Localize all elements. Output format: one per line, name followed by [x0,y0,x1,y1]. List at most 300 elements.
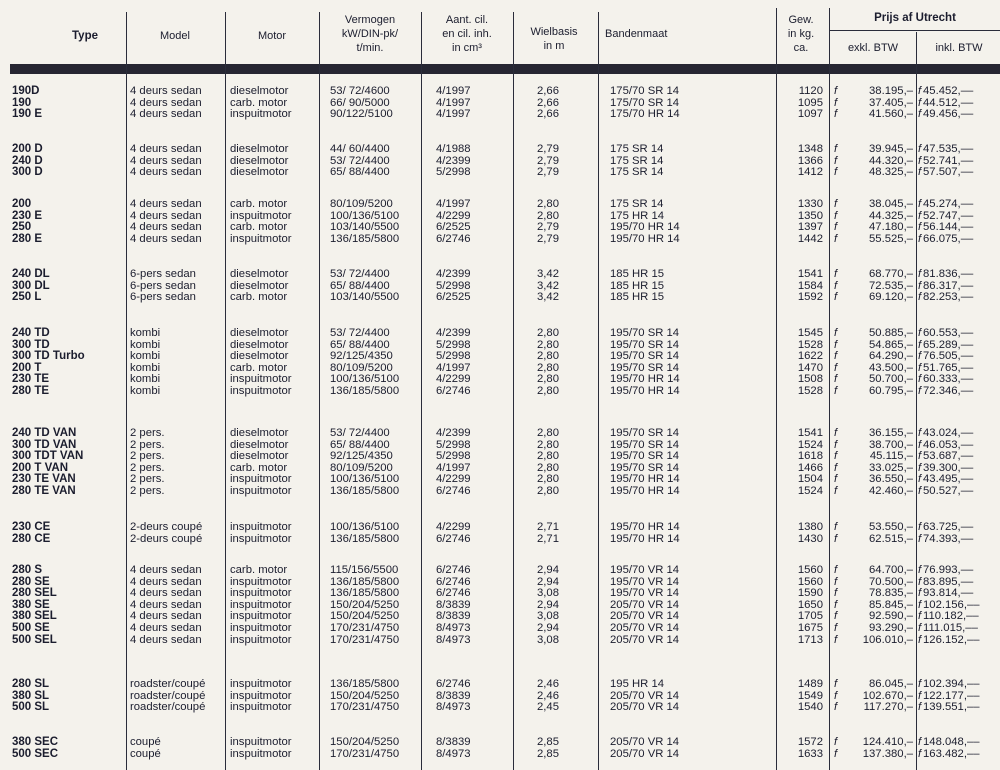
cell-exkl: 62.515,– [869,532,913,545]
currency-symbol: f [918,279,922,292]
cell-type: 280 SE [12,575,50,588]
currency-symbol: f [918,232,922,245]
cell-type: 500 SEC [12,747,59,760]
cell-model: kombi [130,361,161,374]
column-divider [126,12,127,770]
cell-band: 195/70 SR 14 [610,427,680,439]
cell-wiel: 2,66 [537,85,559,97]
cell-motor: inspuitmotor [230,701,292,714]
currency-symbol: f [918,622,922,634]
cell-model: 4 deurs sedan [130,198,202,210]
currency-symbol: f [918,678,922,690]
cell-type: 500 SEL [12,633,57,646]
cell-motor: inspuitmotor [230,485,292,497]
cell-type: 280 S [12,564,43,576]
cell-band: 195/70 HR 14 [610,373,680,386]
cell-cil: 8/3839 [436,598,471,611]
cell-model: 2 pers. [130,450,165,463]
cell-vermogen: 150/204/5250 [330,736,400,748]
currency-symbol: f [918,736,922,748]
cell-wiel: 2,80 [537,198,559,210]
cell-exkl: 137.380,– [862,747,913,760]
cell-motor: dieselmotor [230,450,289,463]
header-vermogen-2: kW/DIN-pk/ [341,28,399,40]
cell-exkl: 42.460,– [869,485,913,497]
cell-type: 250 [12,221,32,234]
cell-cil: 5/2998 [436,279,471,292]
cell-type: 200 [12,198,32,210]
currency-symbol: f [834,622,838,634]
cell-cil: 4/1997 [436,96,471,109]
cell-gew: 1120 [798,85,823,97]
cell-cil: 8/4973 [436,701,471,714]
cell-cil: 4/2399 [436,154,471,167]
currency-symbol: f [834,747,838,760]
cell-vermogen: 136/185/5800 [330,587,400,600]
header-model: Model [160,30,190,42]
cell-gew: 1545 [797,327,823,339]
cell-gew: 1618 [797,450,823,463]
cell-inkl: 93.814,–– [923,587,974,600]
cell-vermogen: 100/136/5100 [330,209,400,222]
cell-vermogen: 170/231/4750 [330,701,400,714]
cell-wiel: 2,80 [537,438,559,451]
cell-exkl: 44.320,– [869,154,913,167]
cell-cil: 4/1997 [436,85,471,97]
cell-exkl: 69.120,– [869,291,913,304]
cell-exkl: 86.045,– [869,678,913,690]
cell-inkl: 86.317,–– [923,279,974,292]
cell-inkl: 53.687,–– [923,450,974,463]
cell-exkl: 64.290,– [869,350,913,363]
cell-wiel: 3,08 [537,633,559,646]
cell-inkl: 139.551,–– [923,701,980,714]
cell-type: 230 CE [12,521,51,533]
cell-vermogen: 92/125/4350 [330,450,393,463]
cell-exkl: 78.835,– [869,587,913,600]
currency-symbol: f [834,350,838,363]
cell-gew: 1412 [797,166,823,179]
cell-exkl: 124.410,– [862,736,913,748]
currency-symbol: f [918,461,922,474]
currency-symbol: f [918,350,922,363]
cell-wiel: 2,79 [537,143,559,155]
currency-symbol: f [834,575,838,588]
cell-motor: inspuitmotor [230,689,292,702]
cell-inkl: 102.394,–– [923,678,980,690]
cell-inkl: 126.152,–– [923,633,980,646]
cell-exkl: 48.325,– [869,166,913,179]
cell-exkl: 38.700,– [869,438,913,451]
currency-symbol: f [918,154,922,167]
cell-band: 175 SR 14 [610,143,664,155]
cell-cil: 4/1997 [436,198,471,210]
currency-symbol: f [834,521,838,533]
cell-type: 240 DL [12,268,50,280]
cell-inkl: 56.144,–– [923,221,974,234]
cell-model: 4 deurs sedan [130,232,202,245]
cell-gew: 1590 [797,587,823,600]
cell-cil: 6/2746 [436,485,471,497]
cell-exkl: 85.845,– [869,598,913,611]
column-divider [598,12,599,770]
header-gewicht-2: in kg. [787,28,815,40]
currency-symbol: f [834,154,838,167]
cell-inkl: 110.182,–– [923,610,979,623]
cell-model: kombi [130,327,161,339]
currency-symbol: f [918,689,922,702]
cell-cil: 8/4973 [436,633,471,646]
cell-wiel: 2,85 [537,747,559,760]
cell-gew: 1675 [797,622,823,634]
currency-symbol: f [918,701,922,714]
cell-type: 280 E [12,232,43,245]
cell-vermogen: 53/ 72/4400 [330,427,390,439]
cell-model: 4 deurs sedan [130,622,202,634]
cell-motor: dieselmotor [230,427,289,439]
currency-symbol: f [918,575,922,588]
cell-type: 300 TD Turbo [12,350,85,363]
currency-symbol: f [834,610,838,623]
cell-vermogen: 136/185/5800 [330,232,400,245]
cell-type: 190D [12,85,40,97]
cell-cil: 5/2998 [436,450,471,463]
cell-cil: 4/2299 [436,373,471,386]
cell-motor: inspuitmotor [230,532,292,545]
cell-inkl: 76.993,–– [923,564,974,576]
cell-cil: 4/2399 [436,268,471,280]
cell-inkl: 39.300,–– [923,461,974,474]
cell-cil: 6/2525 [436,291,471,304]
cell-motor: carb. motor [230,221,288,234]
cell-vermogen: 136/185/5800 [330,575,400,588]
cell-exkl: 50.885,– [869,327,913,339]
cell-inkl: 60.553,–– [923,327,974,339]
cell-vermogen: 90/122/5100 [330,108,393,121]
cell-band: 205/70 VR 14 [610,622,680,634]
cell-cil: 6/2746 [436,385,471,397]
cell-exkl: 33.025,– [869,461,913,474]
header-vermogen-1: Vermogen [344,14,396,26]
cell-wiel: 2,80 [537,461,559,474]
cell-model: coupé [130,747,161,760]
cell-vermogen: 65/ 88/4400 [330,338,390,351]
cell-band: 195/70 SR 14 [610,361,680,374]
cell-model: 4 deurs sedan [130,143,202,155]
currency-symbol: f [834,361,838,374]
cell-inkl: 45.274,–– [923,198,974,210]
cell-exkl: 43.500,– [869,361,913,374]
cell-inkl: 74.393,–– [923,532,974,545]
cell-exkl: 60.795,– [869,385,913,397]
cell-vermogen: 136/185/5800 [330,485,400,497]
column-divider [319,12,320,770]
cell-gew: 1528 [797,338,823,351]
cell-inkl: 66.075,–– [923,232,974,245]
currency-symbol: f [918,747,922,760]
cell-motor: dieselmotor [230,327,289,339]
cell-vermogen: 136/185/5800 [330,385,400,397]
cell-gew: 1524 [797,438,823,451]
currency-symbol: f [834,564,838,576]
cell-wiel: 2,80 [537,361,559,374]
header-exkl: exkl. BTW [847,42,899,54]
cell-wiel: 2,71 [537,532,559,545]
currency-symbol: f [834,450,838,463]
cell-wiel: 3,42 [537,291,559,304]
cell-model: 4 deurs sedan [130,633,202,646]
cell-model: 2-deurs coupé [130,521,203,533]
cell-wiel: 2,80 [537,209,559,222]
cell-band: 195/70 SR 14 [610,327,680,339]
cell-exkl: 64.700,– [869,564,913,576]
cell-inkl: 102.156,–– [923,598,980,611]
cell-band: 185 HR 15 [610,291,665,304]
cell-wiel: 2,46 [537,689,559,702]
cell-inkl: 163.482,–– [923,747,980,760]
cell-exkl: 93.290,– [869,622,913,634]
currency-symbol: f [918,385,922,397]
column-divider [829,8,830,770]
cell-band: 195/70 SR 14 [610,461,680,474]
cell-band: 175 SR 14 [610,198,664,210]
currency-symbol: f [834,461,838,474]
cell-vermogen: 170/231/4750 [330,622,400,634]
currency-symbol: f [918,338,922,351]
cell-model: 4 deurs sedan [130,575,202,588]
column-divider [421,12,422,770]
cell-model: 2 pers. [130,427,165,439]
cell-wiel: 2,79 [537,154,559,167]
currency-symbol: f [834,689,838,702]
cell-model: 4 deurs sedan [130,166,202,179]
cell-type: 200 D [12,143,43,155]
cell-motor: inspuitmotor [230,622,292,634]
cell-inkl: 83.895,–– [923,575,974,588]
cell-model: coupé [130,736,161,748]
cell-motor: inspuitmotor [230,373,292,386]
cell-motor: dieselmotor [230,338,289,351]
cell-cil: 8/3839 [436,689,471,702]
cell-vermogen: 66/ 90/5000 [330,96,390,109]
cell-vermogen: 150/204/5250 [330,610,400,623]
currency-symbol: f [834,385,838,397]
currency-symbol: f [918,438,922,451]
cell-band: 195/70 HR 14 [610,521,680,533]
header-wielbasis-2: in m [543,40,565,52]
cell-inkl: 47.535,–– [923,143,974,155]
cell-inkl: 65.289,–– [923,338,974,351]
cell-vermogen: 150/204/5250 [330,689,400,702]
currency-symbol: f [918,291,922,304]
cell-band: 195/70 HR 14 [610,485,680,497]
cell-wiel: 3,42 [537,279,559,292]
currency-symbol: f [918,450,922,463]
cell-motor: carb. motor [230,564,288,576]
currency-symbol: f [834,268,838,280]
cell-model: 4 deurs sedan [130,209,202,222]
currency-symbol: f [834,143,838,155]
cell-band: 195/70 SR 14 [610,450,680,463]
cell-gew: 1584 [797,279,823,292]
cell-vermogen: 80/109/5200 [330,361,393,374]
cell-band: 195/70 VR 14 [610,564,680,576]
cell-gew: 1350 [797,209,823,222]
cell-wiel: 2,94 [537,575,559,588]
cell-band: 175/70 SR 14 [610,85,680,97]
cell-cil: 8/3839 [436,736,471,748]
cell-wiel: 2,80 [537,385,559,397]
currency-symbol: f [834,279,838,292]
header-cilinders-2: en cil. inh. [442,28,492,40]
cell-wiel: 2,80 [537,450,559,463]
cell-vermogen: 80/109/5200 [330,198,393,210]
cell-motor: inspuitmotor [230,209,292,222]
cell-exkl: 50.700,– [869,373,913,386]
cell-band: 195/70 VR 14 [610,587,680,600]
cell-gew: 1330 [797,198,823,210]
cell-band: 195/70 HR 14 [610,221,680,234]
cell-exkl: 37.405,– [869,96,913,109]
cell-inkl: 72.346,–– [923,385,974,397]
cell-cil: 5/2998 [436,350,471,363]
cell-wiel: 2,94 [537,564,559,576]
cell-exkl: 47.180,– [869,221,913,234]
currency-symbol: f [918,610,922,623]
cell-model: kombi [130,373,161,386]
cell-wiel: 2,80 [537,350,559,363]
cell-motor: inspuitmotor [230,587,292,600]
cell-model: 2 pers. [130,461,165,474]
currency-symbol: f [918,587,922,600]
cell-cil: 4/2399 [436,427,471,439]
cell-exkl: 68.770,– [869,268,913,280]
cell-gew: 1348 [797,143,823,155]
currency-symbol: f [918,521,922,533]
currency-symbol: f [918,473,922,486]
cell-model: 2 pers. [130,473,165,486]
cell-exkl: 36.550,– [869,473,913,486]
cell-type: 240 TD VAN [12,427,77,439]
cell-inkl: 45.452,–– [923,85,974,97]
currency-symbol: f [834,108,838,121]
cell-exkl: 70.500,– [869,575,913,588]
cell-gew: 1541 [797,268,823,280]
cell-exkl: 54.865,– [869,338,913,351]
cell-model: 4 deurs sedan [130,96,202,109]
cell-cil: 6/2746 [436,678,471,690]
cell-motor: dieselmotor [230,350,289,363]
cell-vermogen: 136/185/5800 [330,678,400,690]
currency-symbol: f [918,327,922,339]
cell-type: 230 TE [12,373,50,386]
cell-cil: 4/2299 [436,209,471,222]
cell-inkl: 43.024,–– [923,427,974,439]
cell-exkl: 106.010,– [862,633,913,646]
cell-model: 4 deurs sedan [130,587,202,600]
cell-vermogen: 136/185/5800 [330,532,400,545]
cell-vermogen: 115/156/5500 [330,564,399,576]
cell-motor: inspuitmotor [230,736,292,748]
cell-motor: inspuitmotor [230,633,292,646]
cell-inkl: 81.836,–– [923,268,974,280]
currency-symbol: f [918,373,922,386]
cell-exkl: 44.325,– [869,209,913,222]
cell-type: 300 DL [12,279,50,292]
cell-band: 175 HR 14 [610,209,665,222]
header-wielbasis-1: Wielbasis [530,26,578,38]
cell-cil: 8/4973 [436,622,471,634]
cell-gew: 1504 [797,473,823,486]
cell-cil: 6/2746 [436,232,471,245]
cell-motor: carb. motor [230,461,288,474]
cell-wiel: 2,45 [537,701,559,714]
cell-gew: 1705 [797,610,823,623]
header-type: Type [72,30,98,42]
cell-type: 190 E [12,108,43,121]
currency-symbol: f [834,291,838,304]
currency-symbol: f [834,633,838,646]
cell-type: 240 D [12,154,43,167]
cell-wiel: 2,80 [537,373,559,386]
cell-type: 280 SEL [12,587,57,600]
cell-vermogen: 65/ 88/4400 [330,438,390,451]
cell-model: 6-pers sedan [130,268,196,280]
cell-model: kombi [130,350,161,363]
cell-inkl: 52.741,–– [923,154,974,167]
cell-type: 200 T VAN [12,461,69,474]
cell-model: 4 deurs sedan [130,154,202,167]
cell-wiel: 2,80 [537,338,559,351]
cell-motor: dieselmotor [230,166,289,179]
cell-motor: inspuitmotor [230,598,292,611]
cell-exkl: 41.560,– [869,108,913,121]
cell-type: 380 SL [12,689,50,702]
cell-wiel: 3,42 [537,268,559,280]
cell-type: 190 [12,96,32,109]
currency-symbol: f [834,736,838,748]
cell-inkl: 60.333,–– [923,373,974,386]
currency-symbol: f [834,166,838,179]
cell-gew: 1470 [797,361,823,374]
cell-motor: carb. motor [230,198,288,210]
cell-vermogen: 103/140/5500 [330,291,400,304]
cell-inkl: 148.048,–– [923,736,980,748]
currency-symbol: f [834,598,838,611]
cell-cil: 6/2746 [436,575,471,588]
currency-symbol: f [918,268,922,280]
cell-vermogen: 100/136/5100 [330,521,400,533]
currency-symbol: f [834,232,838,245]
cell-band: 195/70 HR 14 [610,473,680,486]
cell-gew: 1560 [797,564,823,576]
header-cilinders-3: in cm³ [452,42,482,54]
cell-motor: dieselmotor [230,268,289,280]
currency-symbol: f [834,678,838,690]
cell-gew: 1713 [797,633,823,646]
cell-gew: 1366 [797,154,823,167]
header-gewicht-1: Gew. [788,14,814,26]
cell-band: 175 SR 14 [610,166,664,179]
cell-gew: 1508 [797,373,823,386]
cell-wiel: 3,08 [537,587,559,600]
currency-symbol: f [918,166,922,179]
cell-type: 250 L [12,291,42,304]
cell-band: 205/70 VR 14 [610,633,680,646]
cell-type: 200 T [12,361,42,374]
currency-symbol: f [918,361,922,374]
cell-type: 300 TD VAN [12,438,77,451]
